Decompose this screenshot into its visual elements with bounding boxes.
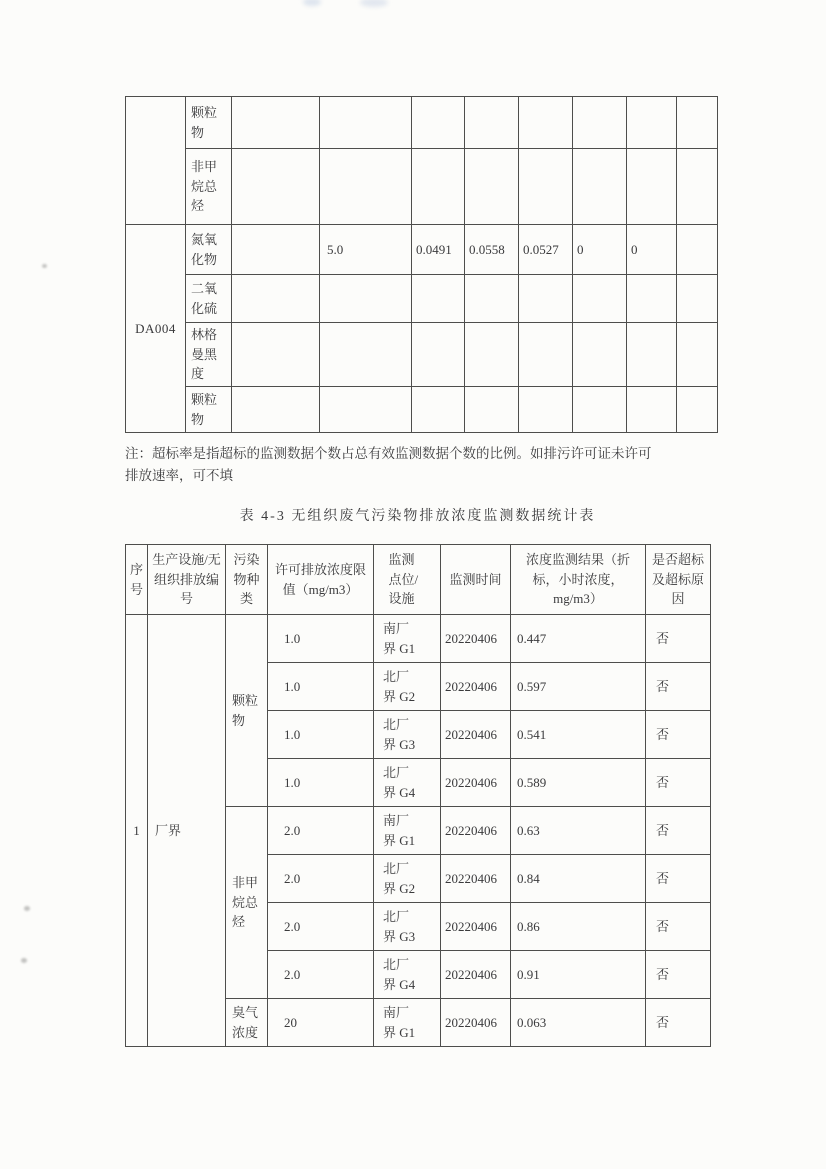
pollutant-label: 二氧化硫 <box>191 281 218 316</box>
point-label: 南厂界 G1 <box>383 813 416 848</box>
table-row <box>126 149 718 225</box>
empty-cell <box>232 387 320 433</box>
empty-cell <box>320 323 412 387</box>
result-cell: 0.63 <box>511 807 646 855</box>
empty-cell <box>677 97 718 149</box>
empty-cell <box>519 387 573 433</box>
empty-cell <box>573 97 627 149</box>
scan-speck <box>24 906 30 911</box>
table-note <box>125 443 721 488</box>
header-row <box>126 545 711 615</box>
fugitive-emission-table <box>125 544 711 1047</box>
pollutant-cell <box>186 149 232 225</box>
result-cell: 0.597 <box>511 663 646 711</box>
exceed-cell: 否 <box>646 951 711 999</box>
point-label: 北厂界 G3 <box>383 909 416 944</box>
point-label: 北厂界 G4 <box>383 957 416 992</box>
result-cell: 0.589 <box>511 759 646 807</box>
empty-cell <box>232 149 320 225</box>
scan-smudge <box>303 0 321 6</box>
empty-cell <box>573 149 627 225</box>
pollutant-group-cell <box>226 807 268 999</box>
empty-cell <box>232 225 320 275</box>
limit-cell: 1.0 <box>268 711 374 759</box>
empty-cell <box>573 323 627 387</box>
exceed-cell: 否 <box>646 615 711 663</box>
result-cell: 0.063 <box>511 999 646 1047</box>
pollutant-cell <box>186 323 232 387</box>
time-cell: 20220406 <box>441 615 511 663</box>
header-facility: 生产设施/无组织排放编号 <box>148 545 226 615</box>
pollutant-group-label: 颗粒物 <box>232 693 259 728</box>
time-cell: 20220406 <box>441 711 511 759</box>
limit-cell: 2.0 <box>268 807 374 855</box>
empty-cell <box>232 323 320 387</box>
pollutant-group-label: 臭气浓度 <box>232 1005 259 1040</box>
value-cell: 0.0527 <box>519 225 573 275</box>
empty-cell <box>627 323 677 387</box>
result-cell: 0.91 <box>511 951 646 999</box>
empty-cell <box>232 97 320 149</box>
result-cell: 0.447 <box>511 615 646 663</box>
outlet-id-cell: DA004 <box>126 225 186 433</box>
limit-cell: 2.0 <box>268 951 374 999</box>
point-cell <box>374 711 441 759</box>
scan-speck <box>42 264 47 268</box>
table-4-3-title: 表 4-3 无组织废气污染物排放浓度监测数据统计表 <box>239 509 596 524</box>
empty-cell <box>465 97 519 149</box>
pollutant-label: 颗粒物 <box>191 105 218 140</box>
exceed-cell: 否 <box>646 711 711 759</box>
empty-cell <box>677 387 718 433</box>
empty-cell <box>519 149 573 225</box>
table-row <box>126 97 718 149</box>
empty-cell <box>677 275 718 323</box>
exceed-cell: 否 <box>646 903 711 951</box>
value-cell: 0.0558 <box>465 225 519 275</box>
empty-cell <box>573 275 627 323</box>
time-cell: 20220406 <box>441 807 511 855</box>
empty-cell <box>519 323 573 387</box>
outlet-id-cell <box>126 97 186 225</box>
empty-cell <box>677 225 718 275</box>
pollutant-group-cell <box>226 615 268 807</box>
limit-cell: 2.0 <box>268 855 374 903</box>
point-cell <box>374 663 441 711</box>
time-cell: 20220406 <box>441 759 511 807</box>
value-cell: 0 <box>627 225 677 275</box>
point-cell <box>374 807 441 855</box>
point-cell <box>374 615 441 663</box>
empty-cell <box>232 275 320 323</box>
time-cell: 20220406 <box>441 663 511 711</box>
table-row <box>126 387 718 433</box>
point-label: 北厂界 G2 <box>383 861 416 896</box>
header-pollutant: 污染物种类 <box>226 545 268 615</box>
point-label: 北厂界 G2 <box>383 669 416 704</box>
exceed-cell: 否 <box>646 807 711 855</box>
serial-cell: 1 <box>126 615 148 1047</box>
table-row <box>126 225 718 275</box>
pollutant-cell <box>186 387 232 433</box>
header-point-label: 监测点位/设施 <box>388 552 419 607</box>
empty-cell <box>677 323 718 387</box>
limit-cell: 1.0 <box>268 615 374 663</box>
empty-cell <box>519 275 573 323</box>
empty-cell <box>465 323 519 387</box>
scan-smudge <box>360 0 388 7</box>
table-row <box>126 323 718 387</box>
header-exceed: 是否超标及超标原因 <box>646 545 711 615</box>
pollutant-label: 非甲烷总烃 <box>191 159 218 214</box>
limit-cell: 20 <box>268 999 374 1047</box>
time-cell: 20220406 <box>441 855 511 903</box>
table-row <box>126 615 711 663</box>
point-label: 北厂界 G4 <box>383 765 416 800</box>
note-line-2: 排放速率，可不填 <box>125 468 233 484</box>
result-cell: 0.541 <box>511 711 646 759</box>
empty-cell <box>573 387 627 433</box>
empty-cell <box>519 97 573 149</box>
exceed-cell: 否 <box>646 759 711 807</box>
time-cell: 20220406 <box>441 951 511 999</box>
empty-cell <box>412 387 465 433</box>
header-result: 浓度监测结果（折标，小时浓度，mg/m3） <box>511 545 646 615</box>
header-serial: 序号 <box>126 545 148 615</box>
pollutant-group-cell <box>226 999 268 1047</box>
empty-cell <box>677 149 718 225</box>
time-cell: 20220406 <box>441 903 511 951</box>
exceed-cell: 否 <box>646 663 711 711</box>
organized-emission-table-continuation <box>125 96 718 433</box>
pollutant-cell <box>186 97 232 149</box>
header-time: 监测时间 <box>441 545 511 615</box>
point-label: 南厂界 G1 <box>383 1005 416 1040</box>
value-cell: 0 <box>573 225 627 275</box>
empty-cell <box>465 149 519 225</box>
point-label: 北厂界 G3 <box>383 717 416 752</box>
pollutant-cell <box>186 225 232 275</box>
point-cell <box>374 903 441 951</box>
exceed-cell: 否 <box>646 855 711 903</box>
point-cell <box>374 951 441 999</box>
point-cell <box>374 759 441 807</box>
empty-cell <box>627 97 677 149</box>
result-cell: 0.86 <box>511 903 646 951</box>
point-label: 南厂界 G1 <box>383 621 416 656</box>
empty-cell <box>412 323 465 387</box>
scan-speck <box>21 958 27 963</box>
header-point <box>374 545 441 615</box>
empty-cell <box>465 387 519 433</box>
facility-cell: 厂界 <box>148 615 226 1047</box>
pollutant-label: 氮氧化物 <box>191 232 218 267</box>
empty-cell <box>320 387 412 433</box>
empty-cell <box>320 275 412 323</box>
value-cell: 0.0491 <box>412 225 465 275</box>
empty-cell <box>320 97 412 149</box>
table-row <box>126 275 718 323</box>
point-cell <box>374 855 441 903</box>
empty-cell <box>627 387 677 433</box>
time-cell: 20220406 <box>441 999 511 1047</box>
empty-cell <box>465 275 519 323</box>
empty-cell <box>627 149 677 225</box>
empty-cell <box>627 275 677 323</box>
limit-cell: 2.0 <box>268 903 374 951</box>
exceed-cell: 否 <box>646 999 711 1047</box>
empty-cell <box>412 275 465 323</box>
note-line-1: 注：超标率是指超标的监测数据个数占总有效监测数据个数的比例。如排污许可证未许可 <box>125 446 652 461</box>
limit-cell: 1.0 <box>268 663 374 711</box>
limit-cell: 1.0 <box>268 759 374 807</box>
empty-cell <box>320 149 412 225</box>
empty-cell <box>412 149 465 225</box>
pollutant-label: 林格曼黑度 <box>191 327 218 382</box>
pollutant-label: 颗粒物 <box>191 392 218 427</box>
pollutant-cell <box>186 275 232 323</box>
empty-cell <box>412 97 465 149</box>
result-cell: 0.84 <box>511 855 646 903</box>
pollutant-group-label: 非甲烷总烃 <box>232 875 259 930</box>
header-limit: 许可排放浓度限值（mg/m3） <box>268 545 374 615</box>
point-cell <box>374 999 441 1047</box>
limit-cell: 5.0 <box>320 225 412 275</box>
